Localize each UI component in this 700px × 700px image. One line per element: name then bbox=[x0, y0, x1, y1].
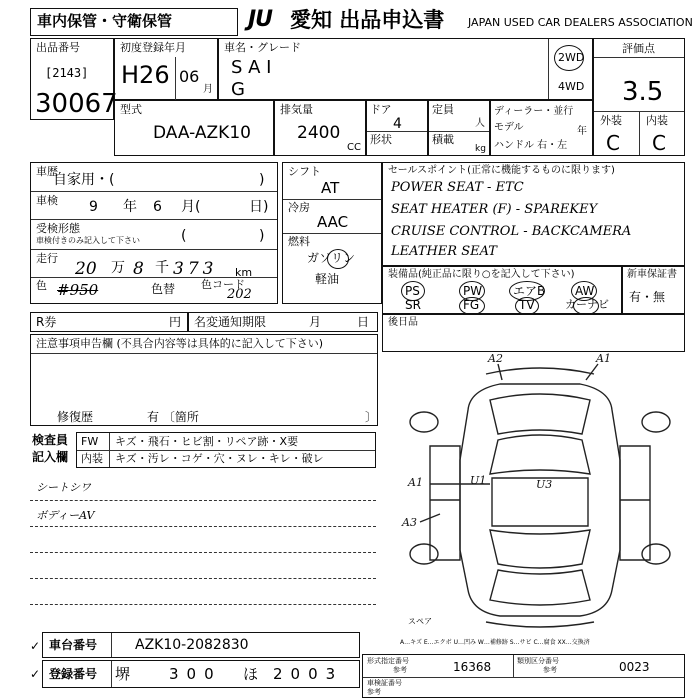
registration-box bbox=[114, 38, 218, 100]
mileage-man-unit: 万 bbox=[111, 260, 125, 276]
chassis-label: 車台番号 bbox=[49, 638, 98, 652]
inspection-month-unit: 月( bbox=[181, 199, 201, 215]
notes-label: 注意事項申告欄 (不具合内容等は具体的に記入して下さい) bbox=[36, 337, 324, 350]
inspection-year-unit: 年 bbox=[123, 199, 137, 215]
drive-4wd: 4WD bbox=[558, 80, 585, 93]
sales-point-3: CRUISE CONTROL - BACKCAMERA bbox=[391, 224, 632, 239]
type-code-sub-1: 参考 bbox=[393, 666, 407, 674]
mark-a3: A3 bbox=[402, 516, 417, 529]
recycle-label: R券 bbox=[36, 315, 57, 329]
type-codes-box bbox=[362, 654, 685, 698]
equip-pw: PW bbox=[463, 284, 483, 298]
left-doors bbox=[430, 446, 460, 560]
warranty-box bbox=[622, 266, 685, 314]
equip-tv: TV bbox=[519, 298, 535, 312]
memo-line-2: ボディーAV bbox=[36, 509, 95, 522]
fw-items: キズ・飛石・ヒビ割・リペア跡・X要 bbox=[115, 435, 299, 448]
model-box bbox=[114, 100, 274, 156]
repair-history-label: 修復歴 bbox=[57, 410, 94, 424]
sales-point-4: LEATHER SEAT bbox=[391, 244, 497, 259]
rear-items-box bbox=[382, 314, 685, 352]
inspector-label-2: 記入欄 bbox=[32, 450, 69, 464]
equip-airbag: エアB bbox=[513, 284, 546, 298]
storage-box bbox=[30, 8, 238, 36]
type-code-label-2: 類別区分番号 bbox=[517, 657, 559, 665]
chassis-value: AZK10-2082830 bbox=[135, 637, 249, 653]
mileage-label: 走行 bbox=[36, 252, 58, 265]
check-mark-1: ✓ bbox=[30, 639, 41, 653]
capacity-label: 定員 bbox=[432, 103, 454, 116]
exterior-grade: C bbox=[606, 131, 620, 155]
circle-navi bbox=[573, 297, 599, 315]
spare-label: スペア bbox=[408, 617, 432, 626]
mark-a1-top: A1 bbox=[596, 352, 611, 365]
wheel-rl bbox=[410, 544, 438, 564]
model-year-label: モデル bbox=[494, 122, 524, 133]
tax-notice-month: 月 bbox=[309, 315, 322, 329]
type-code-label-1: 形式指定番号 bbox=[367, 657, 409, 665]
car-body-outline bbox=[460, 384, 620, 616]
shift-label: シフト bbox=[288, 165, 321, 178]
damage-legend: A…キズ E…エクボ U…凹み W…補修跡 S…サビ C…腐食 XX…交換済 bbox=[400, 639, 590, 646]
color-code: 202 bbox=[227, 287, 252, 302]
mark-a2: A2 bbox=[488, 352, 503, 365]
circle-tv bbox=[515, 297, 539, 315]
interior-items: キズ・汚レ・コゲ・穴・ヌレ・キレ・破レ bbox=[115, 452, 324, 465]
mark-a1-left: A1 bbox=[408, 476, 423, 489]
wheel-fr bbox=[642, 412, 670, 432]
mileage-sen: 8 bbox=[133, 259, 144, 279]
recycle-unit: 円 bbox=[169, 315, 182, 329]
circle-fg bbox=[459, 297, 485, 315]
lot-number: 30067 bbox=[35, 89, 118, 119]
lot-label: 出品番号 bbox=[36, 41, 80, 54]
association-name: JAPAN USED CAR DEALERS ASSOCIATION bbox=[468, 16, 693, 29]
model-year-unit: 年 bbox=[577, 126, 587, 137]
score-box bbox=[593, 38, 685, 156]
color-change-label: 色替 bbox=[151, 282, 176, 296]
inspector-label-1: 検査員 bbox=[32, 433, 69, 447]
color-code-label: 色コード bbox=[201, 278, 245, 291]
car-hood bbox=[490, 394, 590, 434]
shape-label: 形状 bbox=[370, 133, 392, 146]
sales-points-box bbox=[382, 162, 685, 266]
exterior-label: 外装 bbox=[600, 114, 622, 127]
plate-label: 登録番号 bbox=[49, 667, 98, 681]
dealer-label: ディーラー・並行 bbox=[494, 106, 574, 117]
rear-bumper bbox=[486, 622, 594, 627]
score-value: 3.5 bbox=[622, 77, 664, 107]
memo-area bbox=[30, 474, 378, 624]
inspection-month: 6 bbox=[153, 199, 162, 215]
storage-label: 車内保管・守衛保管 bbox=[37, 12, 173, 30]
sales-points-label: セールスポイント(正常に機能するものに限ります) bbox=[388, 165, 615, 176]
mark-u1: U1 bbox=[470, 474, 487, 487]
registration-month: 06 bbox=[179, 67, 200, 86]
inspection-year: 9 bbox=[89, 199, 98, 215]
plate-number: 2003 bbox=[273, 665, 344, 683]
plate-box bbox=[42, 660, 360, 688]
repair-type-sub: 車検付きのみ記入して下さい bbox=[36, 236, 140, 245]
form-title: 愛知 出品申込書 bbox=[290, 8, 445, 32]
car-grade: G bbox=[231, 79, 245, 100]
type-code-sub-2: 参考 bbox=[543, 666, 557, 674]
equip-aw: AW bbox=[575, 284, 595, 298]
load-label: 積載 bbox=[432, 133, 454, 146]
inspector-grid bbox=[76, 432, 376, 468]
history-box bbox=[30, 162, 278, 304]
displacement-box bbox=[274, 100, 366, 156]
shift-box bbox=[282, 162, 382, 304]
doors-label: ドア bbox=[370, 103, 392, 116]
rear-items-label: 後日品 bbox=[388, 317, 418, 328]
model-label: 型式 bbox=[120, 103, 142, 116]
equipment-box bbox=[382, 266, 622, 314]
inspection-label: 車検 bbox=[36, 194, 58, 207]
doors-box bbox=[366, 100, 428, 156]
type-code-value-1: 16368 bbox=[453, 660, 492, 674]
equip-sr: SR bbox=[405, 298, 421, 312]
registration-month-unit: 月 bbox=[203, 84, 213, 95]
car-windshield bbox=[490, 435, 590, 474]
front-bumper bbox=[486, 368, 594, 374]
model-value: DAA-AZK10 bbox=[153, 123, 251, 143]
notes-box bbox=[30, 334, 378, 426]
check-mark-2: ✓ bbox=[30, 667, 41, 681]
load-unit: kg bbox=[475, 144, 486, 154]
warranty-value: 有・無 bbox=[629, 290, 666, 304]
car-damage-diagram bbox=[390, 350, 690, 632]
fw-label: FW bbox=[81, 435, 99, 448]
lot-box bbox=[30, 38, 118, 120]
type-code-value-2: 0023 bbox=[619, 660, 650, 674]
interior-label: 内装 bbox=[646, 114, 668, 127]
repair-history-value: 有 〔箇所 bbox=[147, 410, 199, 424]
tax-notice-box bbox=[188, 312, 378, 332]
color-label: 色 bbox=[36, 279, 47, 292]
history-close: ) bbox=[259, 172, 265, 188]
sales-point-2: SEAT HEATER (F) - SPAREKEY bbox=[391, 202, 598, 217]
displacement-unit: CC bbox=[347, 142, 361, 153]
tax-notice-day: 日 bbox=[357, 315, 370, 329]
drive-2wd: 2WD bbox=[558, 51, 585, 64]
doors-value: 4 bbox=[393, 116, 402, 132]
capacity-unit: 人 bbox=[475, 118, 485, 129]
shift-value: AT bbox=[321, 179, 340, 197]
equip-fg: FG bbox=[463, 298, 480, 312]
chassis-box bbox=[42, 632, 360, 658]
repair-type-close: ) bbox=[259, 228, 265, 244]
equip-navi: カーナビ bbox=[565, 298, 609, 311]
sales-point-1: POWER SEAT - ETC bbox=[391, 180, 524, 195]
handle-label: ハンドル 右・左 bbox=[494, 140, 568, 151]
plate-kana: ほ bbox=[243, 665, 259, 683]
wheel-fl bbox=[410, 412, 438, 432]
history-value: 自家用・( bbox=[53, 172, 115, 188]
repair-type-label: 受検形態 bbox=[36, 222, 80, 235]
mileage-sen-unit: 千 bbox=[155, 260, 169, 276]
recycle-box bbox=[30, 312, 188, 332]
car-name-label: 車名・グレード bbox=[224, 41, 301, 54]
registration-label: 初度登録年月 bbox=[120, 41, 186, 54]
bottom-label-1: 車検証番号 bbox=[367, 679, 402, 687]
repair-type-open: ( bbox=[181, 228, 187, 244]
mileage-man: 20 bbox=[75, 259, 97, 279]
fuel-gas: ガソリン bbox=[307, 251, 356, 265]
inspection-day-unit: 日) bbox=[249, 199, 269, 215]
color-value: #950 bbox=[57, 281, 99, 299]
dealer-box bbox=[490, 100, 593, 156]
circle-ps bbox=[401, 281, 425, 301]
displacement-label: 排気量 bbox=[280, 103, 313, 116]
interior-row-label: 内装 bbox=[81, 452, 103, 465]
capacity-box bbox=[428, 100, 490, 156]
equip-ps: PS bbox=[405, 284, 420, 298]
history-label: 車歴 bbox=[36, 165, 58, 178]
car-name-box bbox=[218, 38, 593, 100]
ju-logo: JU bbox=[248, 7, 273, 32]
mileage-rest: 373 bbox=[173, 259, 218, 279]
car-rear-window bbox=[490, 530, 590, 568]
registration-era: H26 bbox=[121, 61, 170, 89]
inspector-labels bbox=[30, 432, 72, 466]
mileage-unit: km bbox=[235, 266, 253, 279]
warranty-label: 新車保証書 bbox=[627, 269, 677, 280]
aircon-value: AAC bbox=[317, 213, 349, 231]
plate-class: 300 bbox=[169, 665, 222, 683]
car-trunk bbox=[490, 570, 590, 605]
plate-area: 堺 bbox=[115, 665, 131, 683]
aircon-label: 冷房 bbox=[288, 201, 310, 214]
memo-line-1: シートシワ bbox=[36, 481, 91, 494]
right-doors bbox=[620, 446, 650, 560]
lot-small: [2143] bbox=[45, 66, 89, 80]
tax-notice-label: 名変通知期限 bbox=[194, 315, 267, 329]
fuel-label: 燃料 bbox=[288, 235, 310, 248]
wheel-rr bbox=[642, 544, 670, 564]
bottom-label-2: 参考 bbox=[367, 688, 381, 696]
interior-grade: C bbox=[652, 131, 666, 155]
repair-history-close: 〕 bbox=[365, 410, 378, 424]
displacement-value: 2400 bbox=[297, 123, 341, 143]
score-label: 評価点 bbox=[622, 42, 655, 55]
fuel-diesel: 軽油 bbox=[315, 272, 340, 286]
equipment-label: 装備品(純正品に限り○を記入して下さい) bbox=[388, 269, 575, 280]
car-name: S A I bbox=[231, 57, 272, 78]
mark-u3: U3 bbox=[536, 478, 553, 491]
